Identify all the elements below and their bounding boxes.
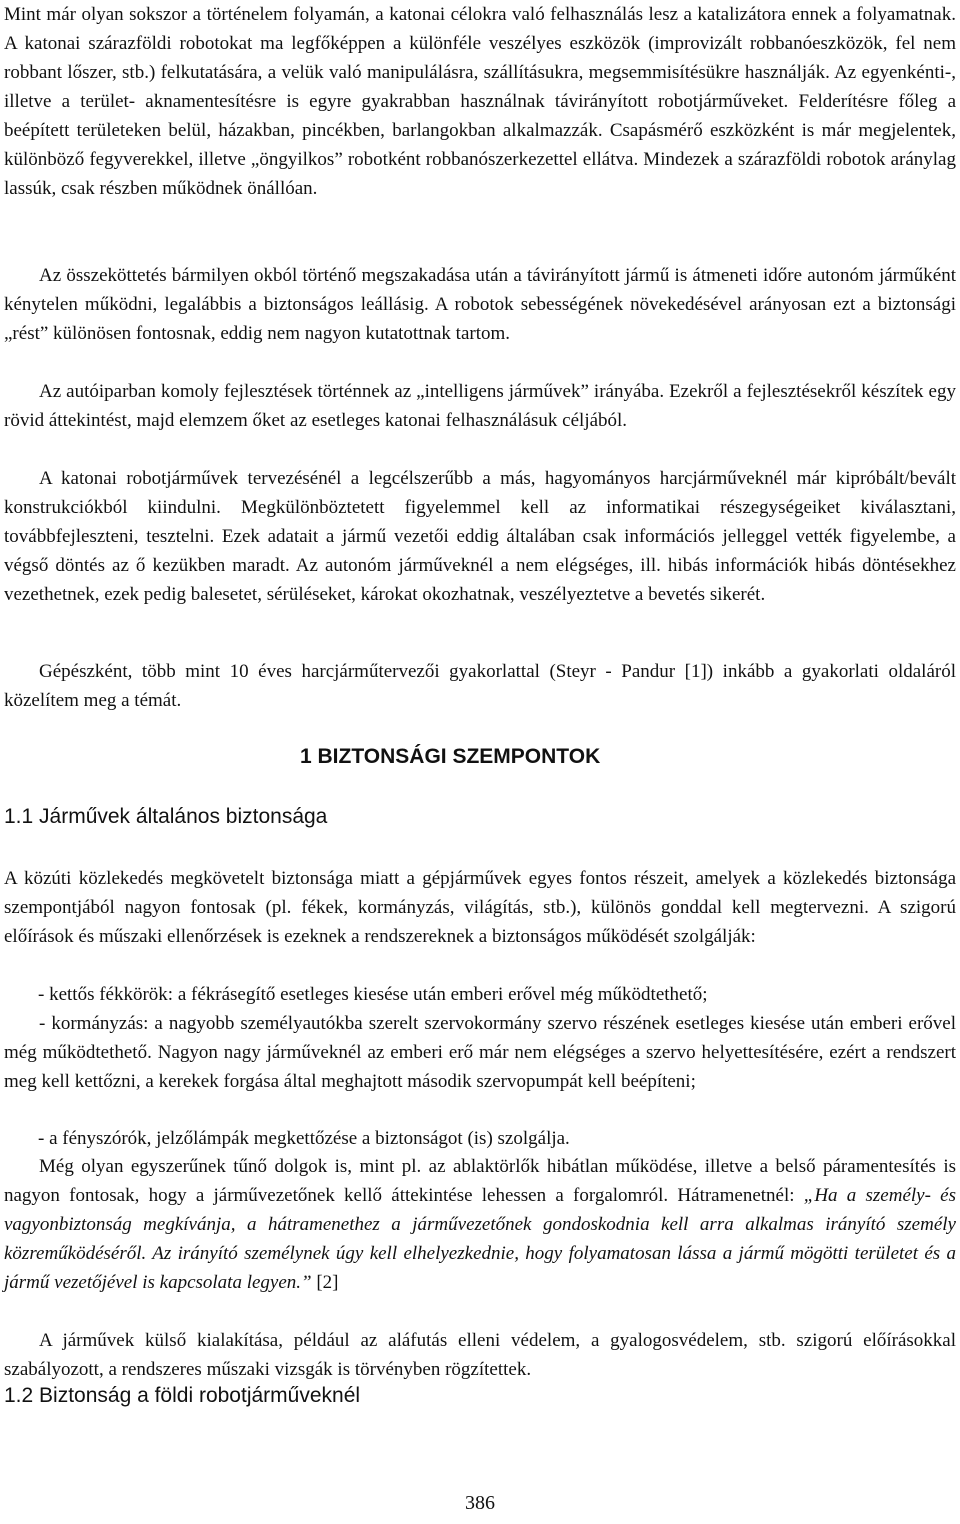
paragraph-wipers (4, 1152, 956, 1297)
reference-2: [2] (311, 1272, 339, 1293)
list-item-brakes: - kettős fékkörök: a fékrásegítő esetleges kiesése után emberi erővel még működtethető; (38, 984, 708, 1005)
paragraph-road-safety: A közúti közlekedés megkövetelt biztonsága miatt a gépjárművek egyes fontos részeit, amelyek a közlekedés biztonsága szempontjából nagyon fontosak (pl. fékek, kormányzás, világítás, stb.), különös gonddal kell megtervezni. A szigorú előírások és műszaki ellenőrzések is ezeknek a rendszereknek a biztonságos működését szolgálják: (4, 868, 956, 947)
paragraph-author: Gépészként, több mint 10 éves harcjárműtervezői gyakorlattal (Steyr - Pandur [1]) inkább a gyakorlati oldaláról közelítem meg a témát. (4, 661, 956, 711)
paragraph-intro: Mint már olyan sokszor a történelem folyamán, a katonai célokra való felhasználás lesz a katalizátora ennek a folyamatnak. A katonai szárazföldi robotokat ma legfőképpen a különféle veszélyes eszközök (improvizált robbanóeszközök, fel nem robbant lőszer, stb.) felkutatására, a velük való manipulálásra, szállításukra, megsemmisítésükre használják. Az egyenkénti-, illetve a terület- aknamentesítésre is egyre gyakrabban használnak távirányított robotjárműveket. Felderítésre főleg a beépített területeken belül, házakban, pincékben, barlangokban alkalmazzák. Csapásmérő eszközként is már megjelentek, különböző fegyverekkel, illetve „öngyilkos” robotként robbanószerkezettel ellátva. Mindezek a szárazföldi robotok aránylag lassúk, csak részben működnek önállóan. (4, 4, 956, 199)
paragraph-military-design: A katonai robotjárművek tervezésénél a legcélszerűbb a más, hagyományos harcjárműveknél már kipróbált/bevált konstrukciókból kiindulni. Megkülönböztetett figyelemmel kell az informatikai részegységeiket kiválasztani, továbbfejleszteni, tesztelni. Ezek adatait a jármű vezetői eddig általában csak információs jelleggel vették figyelembe, a végső döntés az ő kezükben maradt. Az autonóm járműveknél a nem elégséges, ill. hibás információk hibás döntésekhez vezethetnek, ezek pedig balesetet, sérüléseket, károkat okozhatnak, veszélyeztetve a bevetés sikerét. (4, 468, 956, 605)
wipers-text: Még olyan egyszerűnek tűnő dolgok is, mint pl. az ablaktörlők hibátlan működése, illetve a belső páramentesítés is nagyon fontosak, hogy a járművezetőnek kellő áttekintése lehessen a forgalomról. Hátramenetnél: (4, 1156, 956, 1206)
reverse-quote: „Ha a személy- és vagyonbiztonság megkívánja, a hátramenethez a járművezetőnek gondoskodnia kell arra alkalmas irányító személy közreműködéséről. Az irányító személynek úgy kell elhelyezkednie, hogy folyamatosan lássa a jármű mögötti területet és a jármű vezetőjével is kapcsolata legyen.” (4, 1185, 956, 1293)
section-heading-1-2: 1.2 Biztonság a földi robotjárműveknél (4, 1384, 361, 1407)
page-number: 386 (465, 1492, 495, 1514)
list-item-lights: - a fényszórók, jelzőlámpák megkettőzése a biztonságot (is) szolgálja. (38, 1128, 570, 1149)
paragraph-automotive: Az autóiparban komoly fejlesztések történnek az „intelligens járművek” irányába. Ezekről a fejlesztésekről készítek egy rövid áttekintést, majd elemzem őket az esetleges katonai felhasználásuk céljából. (4, 381, 956, 431)
section-heading-1-1: 1.1 Járművek általános biztonsága (4, 805, 328, 828)
list-item-steering: - kormányzás: a nagyobb személyautókba szerelt szervokormány szervo részének esetleges kiesése után emberi erővel még működtethető. Nagyon nagy járműveknél az emberi erő már nem elégséges a szervo helyettesítésére, ezért a rendszert meg kell kettőzni, a kerekek forgása által meghajtott második szervopumpát kell beépíteni; (4, 1013, 956, 1092)
paragraph-exterior: A járművek külső kialakítása, például az aláfutás elleni védelem, a gyalogosvédelem, stb. szigorú előírásokkal szabályozott, a rendszeres műszaki vizsgák is törvényben rögzítettek. (4, 1330, 956, 1380)
paragraph-connection: Az összeköttetés bármilyen okból történő megszakadása után a távirányított jármű is átmeneti időre autonóm járműként kénytelen működni, legalábbis a biztonságos leállásig. A robotok sebességének növekedésével arányosan ezt a biztonsági „rést” különösen fontosnak, eddig nem nagyon kutatottnak tartom. (4, 265, 956, 344)
section-heading-1: 1 BIZTONSÁGI SZEMPONTOK (300, 745, 601, 768)
